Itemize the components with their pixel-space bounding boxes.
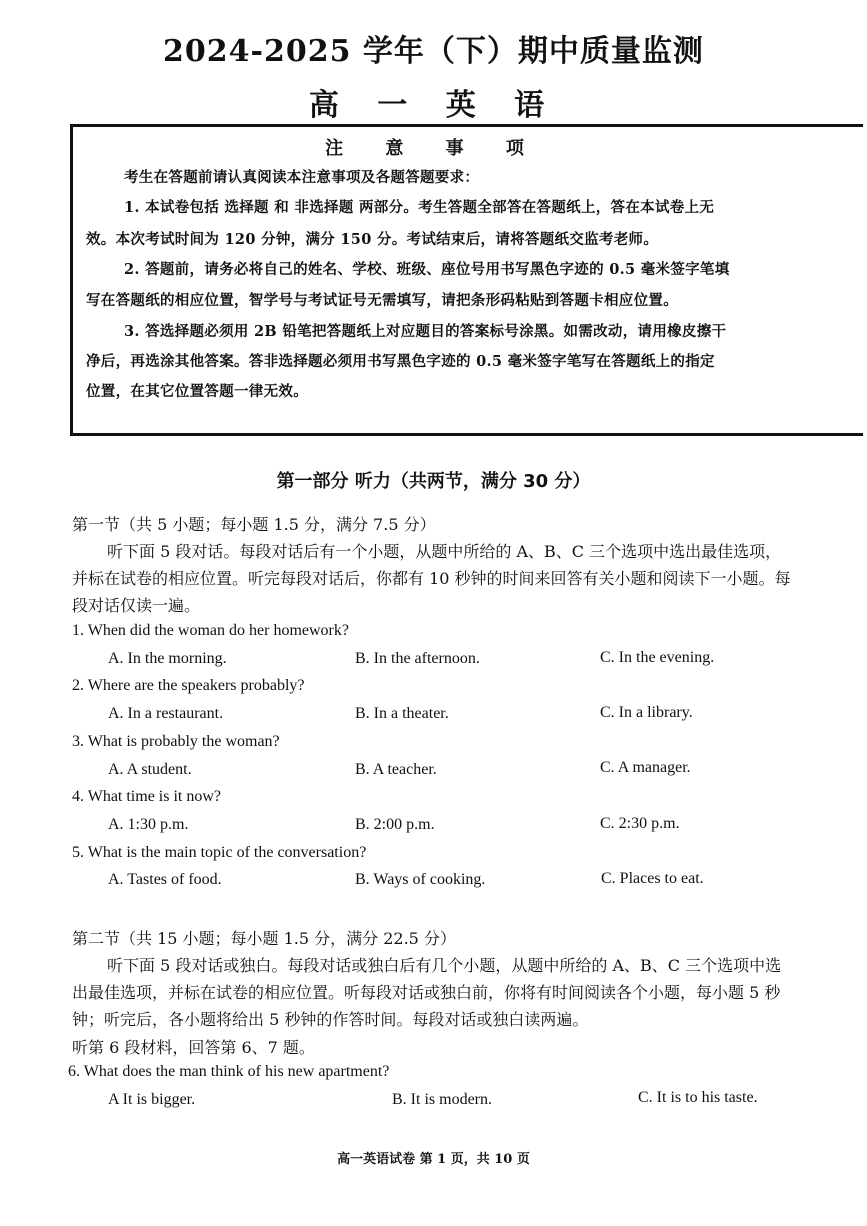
section1-instruction-line-1: 听下面 5 段对话。每段对话后有一个小题，从题中所给的 A、B、C 三个选项中选出最佳选项， bbox=[107, 542, 782, 561]
question-6: 6. What does the man think of his new apartment? bbox=[68, 1063, 390, 1080]
notice-intro: 考生在答题前请认真阅读本注意事项及各题答题要求： bbox=[124, 169, 480, 186]
question-5-option-a: A. Tastes of food. bbox=[108, 871, 222, 888]
notice-item-1-suffix: 两部分。考生答题全部答在答题纸上，答在本试卷上无 bbox=[358, 199, 715, 216]
section2-instruction-line-1: 听下面 5 段对话或独白。每段对话或独白后有几个小题，从题中所给的 A、B、C 三个选项中选 bbox=[107, 956, 782, 975]
notice-item-1-and: 和 bbox=[274, 199, 290, 216]
notice-item-1-line-1 bbox=[124, 196, 714, 217]
question-4-option-b: B. 2:00 p.m. bbox=[355, 816, 435, 833]
question-2: 2. Where are the speakers probably? bbox=[72, 677, 305, 694]
question-6-option-a: A It is bigger. bbox=[108, 1091, 196, 1108]
question-5-option-b: B. Ways of cooking. bbox=[355, 871, 486, 888]
question-5-option-c: C. Places to eat. bbox=[601, 870, 704, 887]
question-1-option-b: B. In the afternoon. bbox=[355, 650, 480, 667]
question-4-option-a: A. 1:30 p.m. bbox=[108, 816, 189, 833]
question-2-option-a: A. In a restaurant. bbox=[108, 705, 224, 722]
question-1-option-a: A. In the morning. bbox=[108, 650, 227, 667]
section1-instruction-line-3: 段对话仅读一遍。 bbox=[72, 596, 201, 615]
subject-title: 高 一 英 语 bbox=[308, 88, 559, 123]
question-4-option-c: C. 2:30 p.m. bbox=[600, 815, 680, 832]
notice-item-2-line-2: 写在答题纸的相应位置，智学号与考试证号无需填写，请把条形码粘贴到答题卡相应位置。 bbox=[86, 292, 678, 309]
section2-instruction-line-3: 钟；听完后，各小题将给出 5 秒钟的作答时间。每段对话或独白读两遍。 bbox=[72, 1010, 589, 1029]
question-3-option-a: A. A student. bbox=[108, 761, 192, 778]
notice-keyword-choice: 选择题 bbox=[224, 199, 269, 216]
question-2-option-c: C. In a library. bbox=[600, 704, 693, 721]
section2-material-note: 听第 6 段材料，回答第 6、7 题。 bbox=[72, 1038, 315, 1057]
question-6-option-c: C. It is to his taste. bbox=[638, 1089, 758, 1106]
section2-instruction-line-2: 出最佳选项，并标在试卷的相应位置。听每段对话或独白前，你将有时间阅读各个小题，每小题 5 秒 bbox=[72, 983, 781, 1002]
notice-item-1-line-2: 效。本次考试时间为 120 分钟，满分 150 分。考试结束后，请将答题纸交监考老师。 bbox=[86, 231, 659, 248]
exam-title: 2024-2025 学年（下）期中质量监测 bbox=[163, 34, 704, 69]
question-4: 4. What time is it now? bbox=[72, 788, 222, 805]
question-6-option-b: B. It is modern. bbox=[392, 1091, 492, 1108]
notice-item-3-line-1: 3. 答选择题必须用 2B 铅笔把答题纸上对应题目的答案标号涂黑。如需改动，请用橡皮擦干 bbox=[124, 323, 727, 340]
question-5: 5. What is the main topic of the conversation? bbox=[72, 844, 367, 861]
notice-item-3-line-2: 净后，再选涂其他答案。答非选择题必须用书写黑色字迹的 0.5 毫米签字笔写在答题纸上的指定 bbox=[86, 353, 715, 370]
question-1: 1. When did the woman do her homework? bbox=[72, 622, 349, 639]
section2-heading: 第二节（共 15 小题；每小题 1.5 分，满分 22.5 分） bbox=[72, 929, 456, 948]
question-3-option-c: C. A manager. bbox=[600, 759, 691, 776]
question-2-option-b: B. In a theater. bbox=[355, 705, 449, 722]
notice-item-2-line-1: 2. 答题前，请务必将自己的姓名、学校、班级、座位号用书写黑色字迹的 0.5 毫米签字笔填 bbox=[124, 261, 730, 278]
page-footer: 高一英语试卷 第 1 页，共 10 页 bbox=[337, 1152, 530, 1167]
question-1-option-c: C. In the evening. bbox=[600, 649, 715, 666]
section1-instruction-line-2: 并标在试卷的相应位置。听完每段对话后，你都有 10 秒钟的时间来回答有关小题和阅读下一小题。每 bbox=[72, 569, 791, 588]
section1-heading: 第一节（共 5 小题；每小题 1.5 分，满分 7.5 分） bbox=[72, 515, 436, 534]
question-3-option-b: B. A teacher. bbox=[355, 761, 437, 778]
notice-item-1-prefix: 1. 本试卷包括 bbox=[124, 199, 220, 216]
notice-keyword-nonchoice: 非选择题 bbox=[294, 199, 354, 216]
notice-title: 注 意 事 项 bbox=[325, 138, 542, 159]
question-3: 3. What is probably the woman? bbox=[72, 733, 280, 750]
notice-item-3-line-3: 位置，在其它位置答题一律无效。 bbox=[86, 383, 308, 400]
part1-title: 第一部分 听力（共两节，满分 30 分） bbox=[276, 471, 591, 492]
